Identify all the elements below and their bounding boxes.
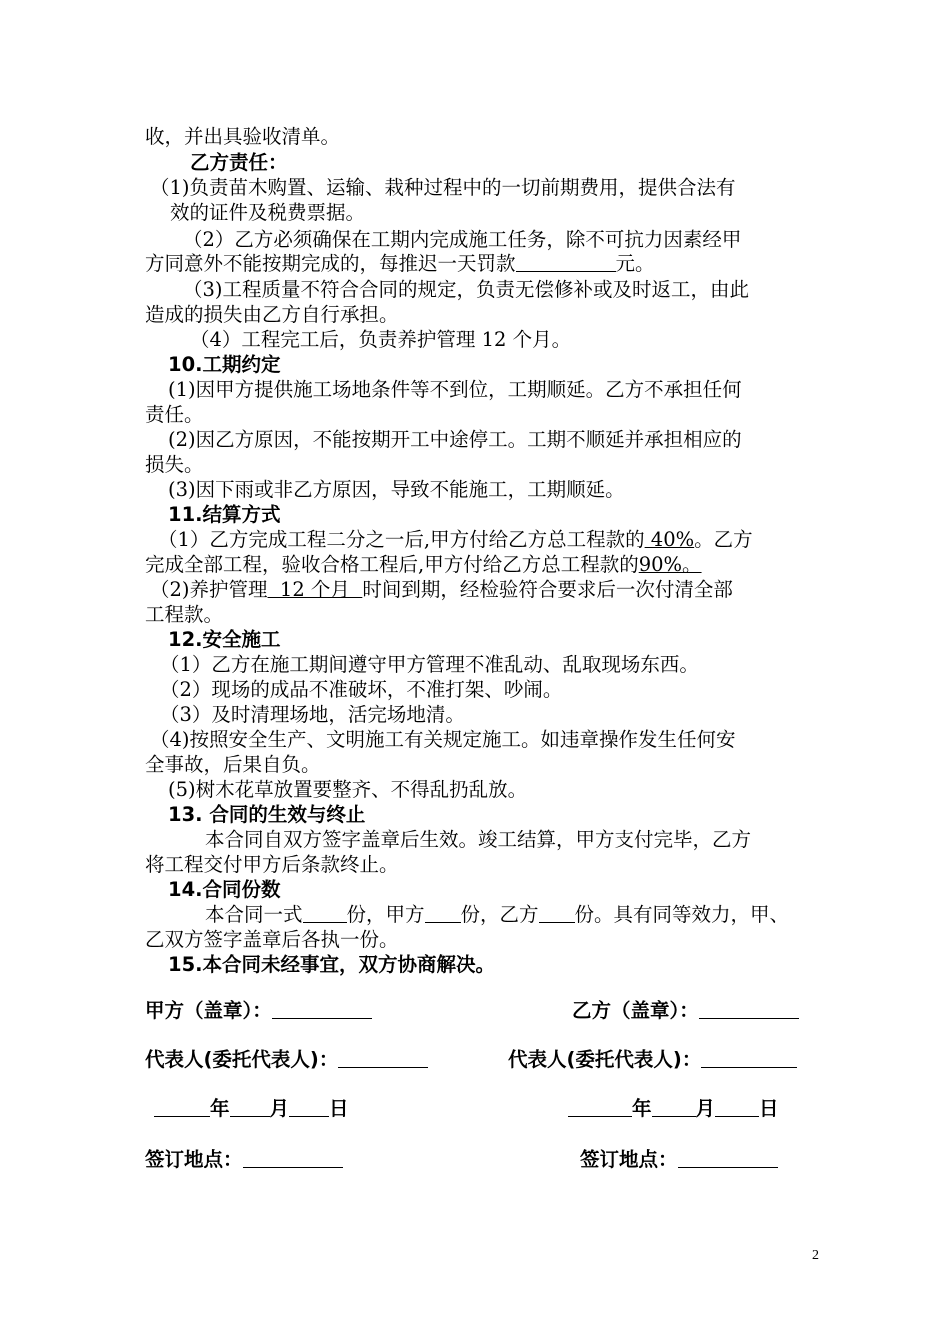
section-heading-party-b-duty: 乙方责任： [190,151,288,174]
text-segment: 元。 [615,252,655,275]
year-blank [568,1096,632,1117]
text-line: (3)因下雨或非乙方原因，导致不能施工，工期顺延。 [168,478,625,501]
section-heading-15: 15.本合同未经事宜，双方协商解决。 [168,953,496,976]
month-label: 月 [695,1097,716,1120]
party-b-seal-label: 乙方（盖章）： [572,999,699,1022]
text-line: （1）乙方在施工期间遵守甲方管理不准乱动、乱取现场东西。 [160,653,699,676]
place-a-label: 签订地点： [145,1148,243,1171]
text-line: 效的证件及税费票据。 [170,201,366,224]
text-segment: 完成全部工程，验收合格工程后,甲方付给乙方总工程款的 [145,553,639,576]
text-segment: 。乙方 [694,528,753,551]
text-line: 责任。 [145,403,204,426]
text-line: （3）及时清理场地，活完场地清。 [160,703,465,726]
text-line [145,251,655,277]
month-blank [230,1096,270,1117]
section-heading-13: 13. 合同的生效与终止 [168,803,366,826]
underlined-value: 90%。 [638,553,702,576]
section-heading-11: 11.结算方式 [168,503,281,526]
date-a-line [154,1096,349,1122]
rep-a-label: 代表人(委托代表人)： [145,1048,339,1071]
fill-in-blank [539,902,575,923]
place-b-label: 签订地点： [580,1148,678,1171]
date-b-line [568,1096,779,1122]
text-line: 损失。 [145,453,204,476]
fill-in-blank [303,902,347,923]
place-a-line [145,1147,343,1173]
text-line: 乙双方签字盖章后各执一份。 [145,928,399,951]
text-line [205,902,789,928]
text-line [150,577,733,603]
party-a-seal-label: 甲方（盖章）： [145,999,272,1022]
section-heading-14: 14.合同份数 [168,878,281,901]
text-line: （2）乙方必须确保在工期内完成施工任务，除不可抗力因素经甲 [183,228,742,251]
underlined-value: 40% [644,528,695,551]
text-segment: 时间到期，经检验符合要求后一次付清全部 [362,578,733,601]
year-blank [154,1096,210,1117]
day-blank [289,1096,329,1117]
text-line: 全事故，后果自负。 [145,753,321,776]
day-blank [715,1096,759,1117]
place-a-blank [243,1147,343,1168]
text-line: 本合同自双方签字盖章后生效。竣工结算，甲方支付完毕，乙方 [205,828,752,851]
day-label: 日 [759,1097,779,1120]
page-number: 2 [812,1248,819,1263]
text-line: (5)树木花草放置要整齐、不得乱扔乱放。 [168,778,528,801]
text-line: 将工程交付甲方后条款终止。 [145,853,399,876]
place-b-blank [678,1147,778,1168]
section-heading-12: 12.安全施工 [168,628,281,651]
text-line: （4)按照安全生产、文明施工有关规定施工。如违章操作发生任何安 [150,728,736,751]
rep-a-blank [338,1047,428,1068]
rep-a-line [145,1047,428,1073]
text-line: (2)因乙方原因，不能按期开工中途停工。工期不顺延并承担相应的 [168,428,742,451]
text-line: （2）现场的成品不准破坏，不准打架、吵闹。 [160,678,563,701]
party-a-seal-blank [272,998,372,1019]
text-line [145,552,702,578]
text-segment: 份，乙方 [460,903,539,926]
text-line: (1)因甲方提供施工场地条件等不到位，工期顺延。乙方不承担任何 [168,378,742,401]
text-line [158,527,753,553]
text-line: 收，并出具验收清单。 [145,125,341,148]
underlined-value: 12 个月 [267,578,363,601]
text-segment: （2)养护管理 [150,578,268,601]
text-segment: 方同意外不能按期完成的，每推迟一天罚款 [145,252,516,275]
party-a-seal-line [145,998,372,1024]
text-segment: 份。具有同等效力，甲、 [574,903,790,926]
rep-b-blank [701,1047,797,1068]
text-line: （3)工程质量不符合合同的规定，负责无偿修补或及时返工，由此 [183,278,750,301]
fill-in-blank [425,902,461,923]
rep-b-label: 代表人(委托代表人)： [508,1048,702,1071]
text-segment: （1）乙方完成工程二分之一后,甲方付给乙方总工程款的 [158,528,645,551]
day-label: 日 [329,1097,349,1120]
section-heading-10: 10.工期约定 [168,353,281,376]
year-label: 年 [632,1097,652,1120]
fill-in-blank [516,251,616,272]
month-blank [652,1096,696,1117]
place-b-line [580,1147,778,1173]
month-label: 月 [269,1097,290,1120]
year-label: 年 [210,1097,230,1120]
party-b-seal-line [572,998,799,1024]
text-segment: 本合同一式 [205,903,303,926]
text-segment: 份，甲方 [346,903,425,926]
text-line: 造成的损失由乙方自行承担。 [145,303,399,326]
rep-b-line [508,1047,797,1073]
text-line: （4）工程完工后，负责养护管理 12 个月。 [190,328,572,351]
party-b-seal-blank [699,998,799,1019]
text-line: 工程款。 [145,603,224,626]
text-line: （1)负责苗木购置、运输、栽种过程中的一切前期费用，提供合法有 [150,176,736,199]
